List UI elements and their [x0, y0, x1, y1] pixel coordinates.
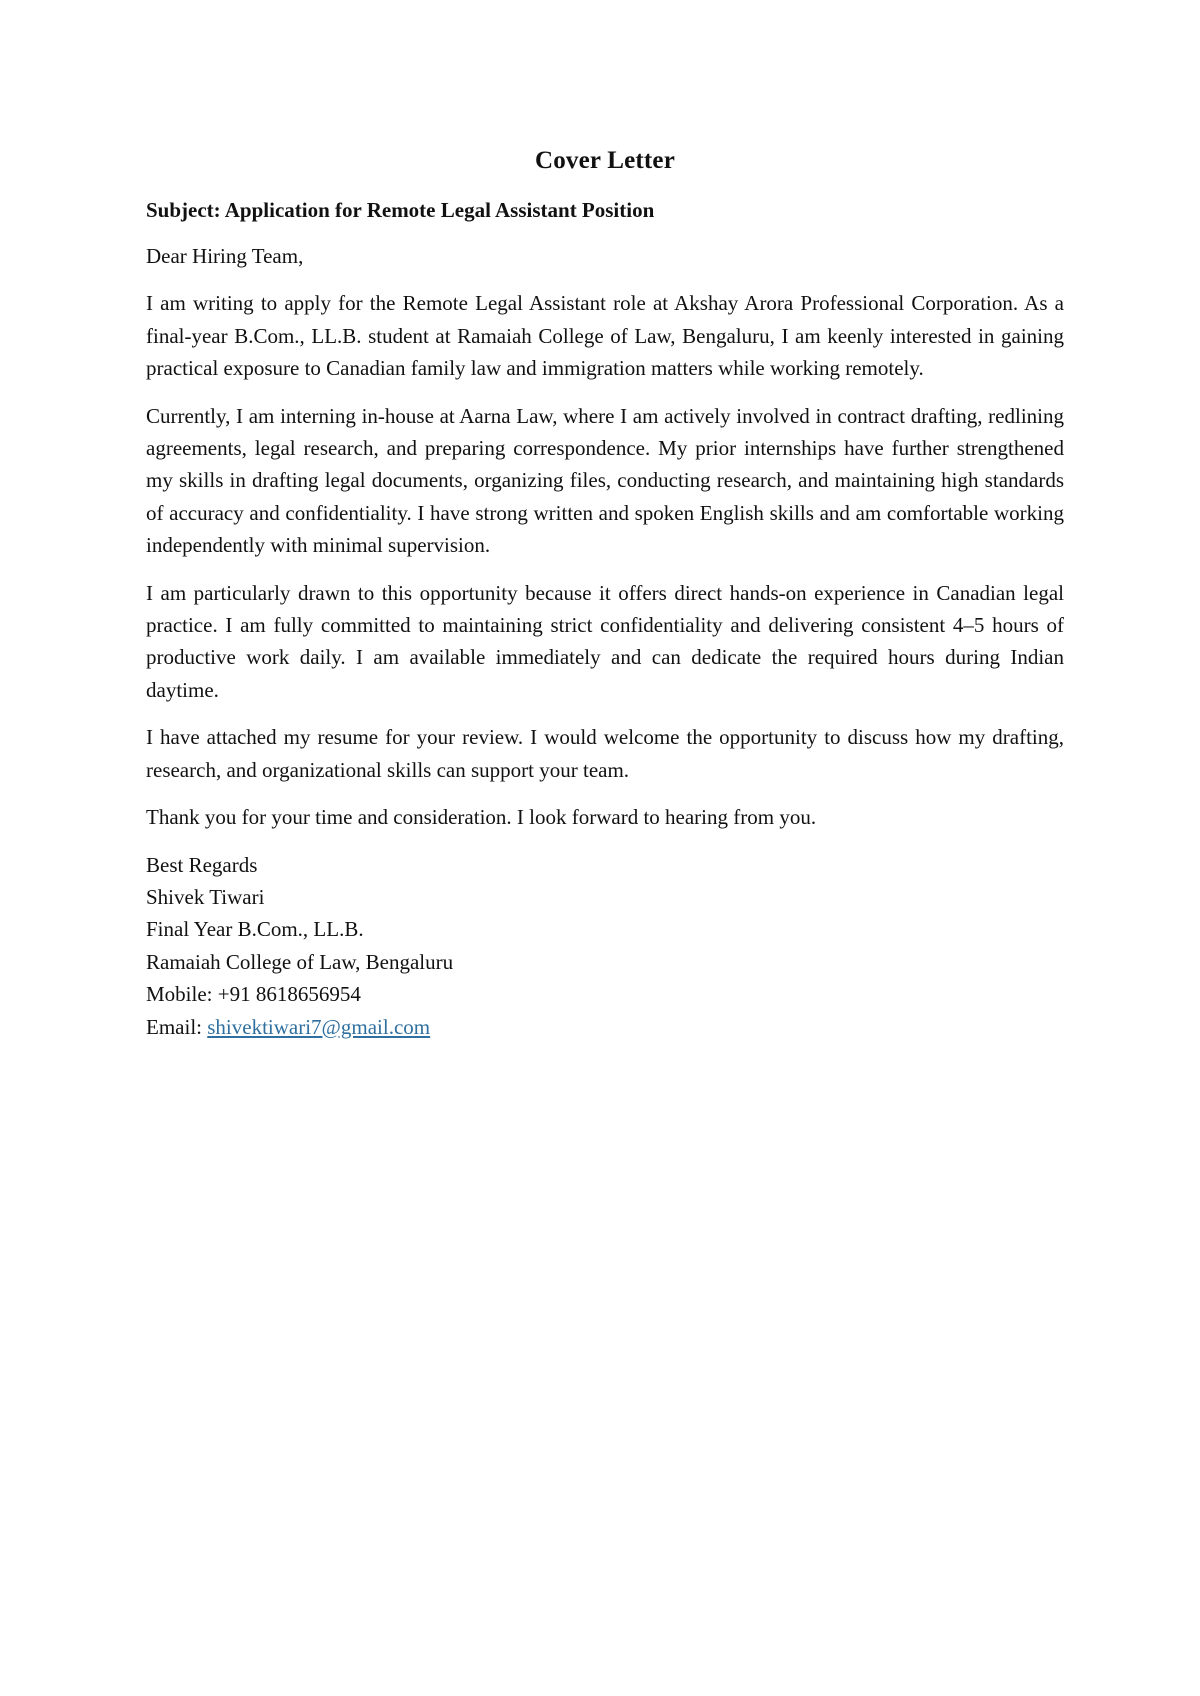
- email-link[interactable]: shivektiwari7@gmail.com: [207, 1014, 431, 1039]
- closing: Best Regards: [146, 852, 258, 877]
- paragraph-thanks: Thank you for your time and consideration. I look forward to hearing from you.: [146, 805, 817, 830]
- signer-institution: Ramaiah College of Law, Bengaluru: [146, 949, 454, 974]
- letter-body: [146, 143, 1064, 1043]
- signer-email-line: [146, 1011, 1064, 1043]
- page-title: Cover Letter: [534, 147, 676, 174]
- salutation: Dear Hiring Team,: [146, 244, 304, 268]
- email-label: Email:: [146, 1014, 208, 1039]
- paragraph-resume: I have attached my resume for your review. I would welcome the opportunity to discuss how my drafting, research, and organizational skills can support your team.: [146, 725, 1064, 782]
- paragraph-intro: I am writing to apply for the Remote Legal Assistant role at Akshay Arora Professional Corporation. As a final-year B.Com., LL.B. student at Ramaiah College of Law, Bengaluru, I am keenly interested in gaining practical exposure to Canadian family law and immigration matters while working remotely.: [146, 291, 1064, 381]
- subject-line: Subject: Application for Remote Legal Assistant Position: [146, 198, 655, 222]
- paragraph-experience: Currently, I am interning in-house at Aarna Law, where I am actively involved in contract drafting, redlining agreements, legal research, and preparing correspondence. My prior internships have further strengthened my skills in drafting legal documents, organizing files, conducting research, and maintaining high standards of accuracy and confidentiality. I have strong written and spoken English skills and am comfortable working independently with minimal supervision.: [146, 403, 1064, 558]
- signature-block: [146, 849, 1064, 1043]
- signer-mobile: Mobile: +91 8618656954: [146, 982, 361, 1007]
- signer-designation: Final Year B.Com., LL.B.: [146, 917, 364, 942]
- paragraph-motivation: I am particularly drawn to this opportunity because it offers direct hands-on experience in Canadian legal practice. I am fully committed to maintaining strict confidentiality and delivering consistent 4–5 hours of productive work daily. I am available immediately and can dedicate the required hours during Indian daytime.: [146, 580, 1064, 702]
- signer-name: Shivek Tiwari: [146, 884, 265, 909]
